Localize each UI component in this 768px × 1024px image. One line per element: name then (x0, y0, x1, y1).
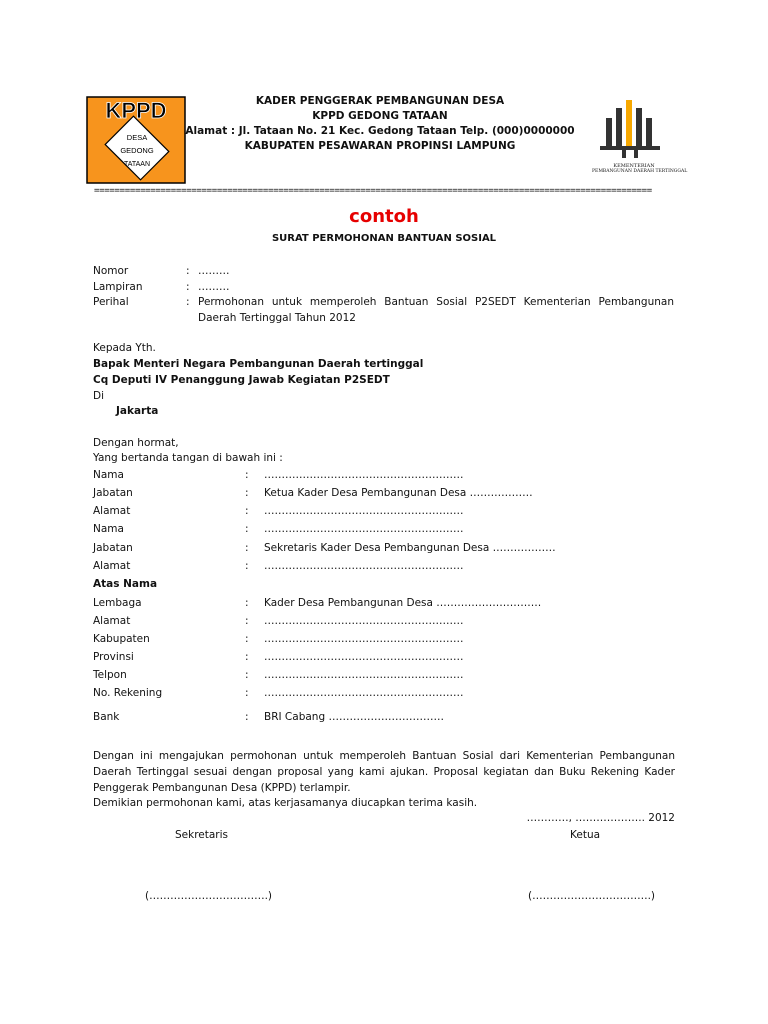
body-paragraph: Dengan ini mengajukan permohonan untuk memperoleh Bantuan Sosial dari Kementerian Pembangunan Daerah Tertinggal sesuai dengan proposal yang kami ajukan. Proposal kegiatan dan Buku Rekening Kader Penggerak Pembangunan Desa (KPPD) terlampir. (93, 750, 675, 794)
date-line: …………, ……………….. 2012 (526, 812, 675, 824)
meta-colon: : (186, 265, 190, 277)
field-value-alamat: ………………………………………………… (264, 505, 464, 517)
watermark-contoh: contoh (349, 206, 419, 227)
field-colon: : (245, 542, 249, 554)
field-label-nama: Nama (93, 469, 124, 481)
logo-line1: DESA (126, 133, 148, 142)
org-label-lembaga: Lembaga (93, 597, 142, 609)
header-separator: ============================================================================================================= (94, 186, 652, 196)
field-colon: : (245, 615, 249, 627)
org-value-lembaga: Kader Desa Pembangunan Desa ………………………… (264, 597, 542, 609)
signature-left-name: (…………………………….) (145, 890, 273, 902)
meta-label-lampiran: Lampiran (93, 281, 143, 293)
ministry-caption-1: KEMENTERIAN (613, 163, 655, 169)
field-label-alamat-2: Alamat (93, 560, 131, 572)
org-value-telpon: ………………………………………………… (264, 669, 464, 681)
field-label-jabatan: Jabatan (93, 487, 133, 499)
field-colon: : (245, 669, 249, 681)
addressee-line2: Cq Deputi IV Penanggung Jawab Kegiatan P2SEDT (93, 374, 390, 386)
field-colon: : (245, 651, 249, 663)
field-colon: : (245, 687, 249, 699)
org-value-rekening: ………………………………………………… (264, 687, 464, 699)
document-title: SURAT PERMOHONAN BANTUAN SOSIAL (271, 233, 497, 244)
header-org-sub: KPPD GEDONG TATAAN (312, 110, 448, 122)
meta-colon: : (186, 296, 190, 308)
header-address: Alamat : Jl. Tataan No. 21 Kec. Gedong Tataan Telp. (000)0000000 (185, 125, 575, 137)
field-colon: : (245, 469, 249, 481)
field-value-jabatan-2: Sekretaris Kader Desa Pembangunan Desa ……………… (264, 542, 556, 554)
field-colon: : (245, 523, 249, 535)
addressee-city: Jakarta (116, 405, 159, 417)
org-value-alamat: ………………………………………………… (264, 615, 464, 627)
salutation: Dengan hormat, (93, 437, 179, 449)
field-value-nama: ………………………………………………… (264, 469, 464, 481)
meta-colon: : (186, 281, 190, 293)
field-value-alamat-2: ………………………………………………… (264, 560, 464, 572)
header-region: KABUPATEN PESAWARAN PROPINSI LAMPUNG (244, 140, 516, 152)
meta-value-nomor: ……… (198, 265, 230, 277)
field-label-alamat: Alamat (93, 505, 131, 517)
org-value-bank: BRI Cabang …………………………… (264, 711, 444, 723)
org-label-alamat: Alamat (93, 615, 131, 627)
ministry-logo (592, 98, 688, 178)
meta-value-lampiran: ……… (198, 281, 230, 293)
org-label-bank: Bank (93, 711, 120, 723)
signature-right-name: (…………………………….) (528, 890, 656, 902)
org-label-kabupaten: Kabupaten (93, 633, 150, 645)
signature-right-title: Ketua (570, 829, 601, 841)
org-label-telpon: Telpon (93, 669, 127, 681)
org-value-kabupaten: ………………………………………………… (264, 633, 464, 645)
field-value-nama-2: ………………………………………………… (264, 523, 464, 535)
signature-left-title: Sekretaris (175, 829, 229, 841)
addressee-greeting: Kepada Yth. (93, 342, 156, 354)
org-value-provinsi: ………………………………………………… (264, 651, 464, 663)
kppd-logo-graphic (86, 96, 186, 186)
field-label-jabatan-2: Jabatan (93, 542, 133, 554)
field-colon: : (245, 711, 249, 723)
field-colon: : (245, 505, 249, 517)
field-colon: : (245, 633, 249, 645)
org-label-rekening: No. Rekening (93, 687, 163, 699)
field-colon: : (245, 597, 249, 609)
logo-line2: GEDONG (120, 146, 154, 155)
field-colon: : (245, 487, 249, 499)
header-org-name: KADER PENGGERAK PEMBANGUNAN DESA (255, 95, 505, 107)
field-label-nama-2: Nama (93, 523, 124, 535)
org-label-provinsi: Provinsi (93, 651, 134, 663)
meta-label-nomor: Nomor (93, 265, 129, 277)
meta-value-perihal: Permohonan untuk memperoleh Bantuan Sosial P2SEDT Kementerian Pembangunan Daerah Tertinggal Tahun 2012 (198, 296, 674, 324)
field-colon: : (245, 560, 249, 572)
addressee-line1: Bapak Menteri Negara Pembangunan Daerah tertinggal (93, 358, 424, 370)
meta-label-perihal: Perihal (93, 296, 129, 308)
ministry-emblem (592, 98, 676, 160)
addressee-di: Di (93, 390, 105, 402)
intro-text: Yang bertanda tangan di bawah ini : (93, 452, 283, 464)
ministry-caption-2: PEMBANGUNAN DAERAH TERTINGGAL (592, 169, 688, 174)
logo-line3: TATAAN (123, 161, 151, 168)
kppd-logo (86, 96, 186, 186)
field-value-jabatan: Ketua Kader Desa Pembangunan Desa ……………… (264, 487, 533, 499)
closing-text: Demikian permohonan kami, atas kerjasamanya diucapkan terima kasih. (93, 797, 478, 809)
atas-nama-heading: Atas Nama (93, 578, 158, 590)
logo-title: KPPD (105, 98, 167, 123)
